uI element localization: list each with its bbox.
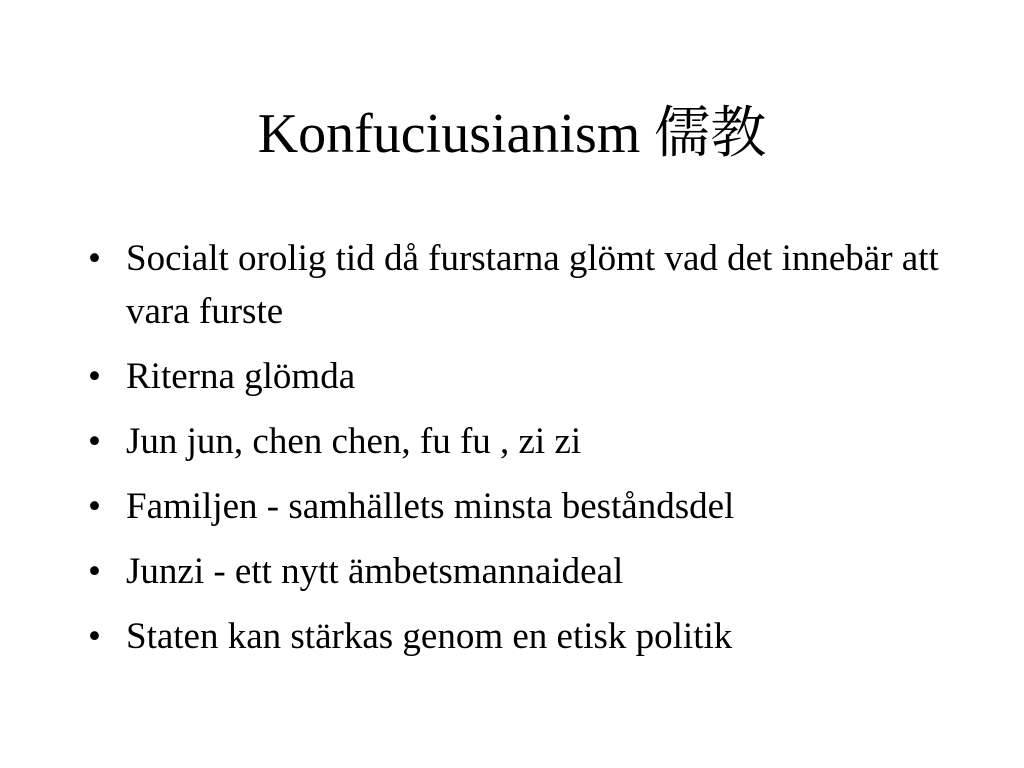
bullet-item	[88, 610, 948, 663]
bullet-dot-icon: •	[88, 356, 101, 397]
slide-title: Konfuciusianism 儒教	[257, 103, 767, 165]
bullet-text: Jun jun, chen chen, fu fu , zi zi	[126, 421, 582, 462]
bullet-dot-icon: •	[88, 238, 101, 279]
bullet-item	[88, 232, 948, 338]
bullet-item	[88, 415, 948, 468]
bullet-dot-icon: •	[88, 486, 101, 527]
bullet-text: Socialt orolig tid då furstarna glömt vad det innebär att vara furste	[126, 238, 939, 332]
bullet-dot-icon: •	[88, 421, 101, 462]
bullet-dot-icon: •	[88, 551, 101, 592]
bullet-item	[88, 545, 948, 598]
bullet-text: Staten kan stärkas genom en etisk politik	[126, 616, 733, 657]
bullet-item	[88, 350, 948, 403]
bullet-item	[88, 480, 948, 533]
bullet-dot-icon: •	[88, 616, 101, 657]
bullet-text: Riterna glömda	[126, 356, 356, 397]
bullet-text: Familjen - samhällets minsta beståndsdel	[126, 486, 735, 527]
bullet-list	[88, 232, 948, 663]
bullet-text: Junzi - ett nytt ämbetsmannaideal	[126, 551, 624, 592]
